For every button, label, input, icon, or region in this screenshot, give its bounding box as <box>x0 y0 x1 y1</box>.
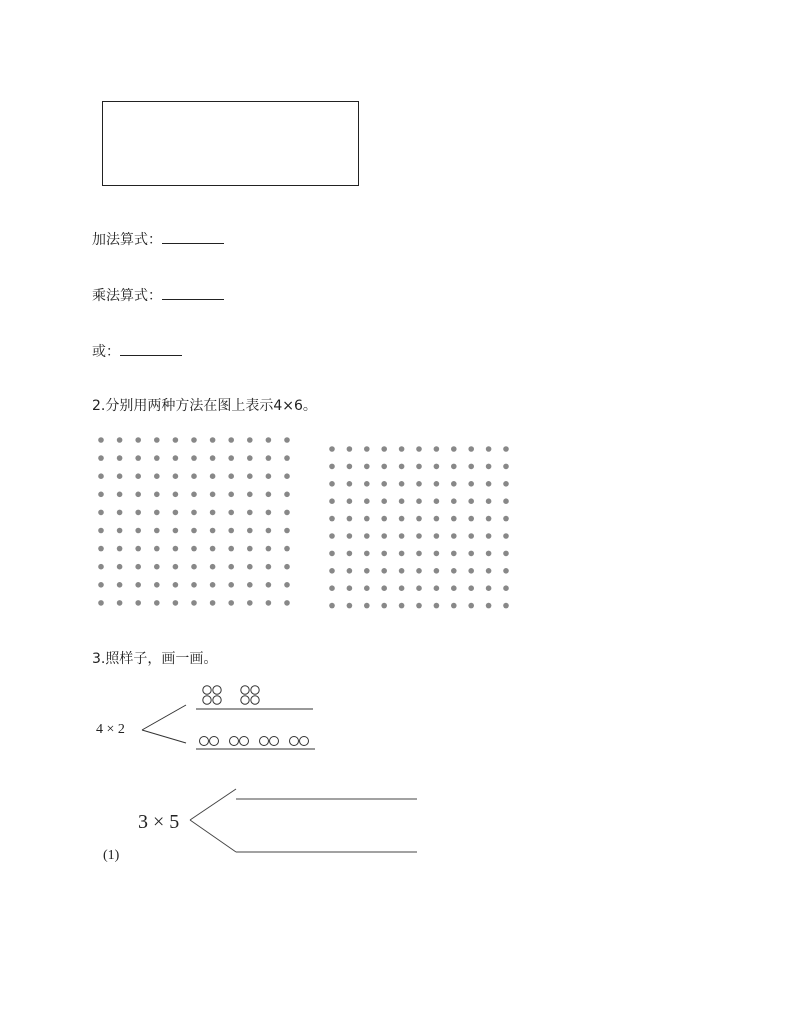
dot <box>266 546 272 552</box>
dot <box>347 446 353 452</box>
dot <box>228 473 234 479</box>
dot <box>329 498 335 504</box>
dot <box>135 510 141 516</box>
dot <box>451 533 457 539</box>
or-blank[interactable] <box>120 341 182 356</box>
dot <box>98 437 104 443</box>
dot <box>247 546 253 552</box>
dot <box>284 582 290 588</box>
dot <box>451 585 457 591</box>
dot <box>98 492 104 498</box>
dot <box>228 455 234 461</box>
dot <box>266 437 272 443</box>
dot <box>191 564 197 570</box>
dot <box>468 481 474 487</box>
dot <box>154 492 160 498</box>
dot <box>117 528 123 534</box>
dot <box>399 498 405 504</box>
dot <box>468 498 474 504</box>
dot <box>247 492 253 498</box>
dot <box>98 528 104 534</box>
dot <box>135 600 141 606</box>
dot <box>117 510 123 516</box>
dot <box>247 437 253 443</box>
dot <box>329 533 335 539</box>
dot <box>416 551 422 557</box>
dot <box>154 528 160 534</box>
dot <box>154 455 160 461</box>
dot <box>468 446 474 452</box>
dot <box>364 568 370 574</box>
dot <box>210 492 216 498</box>
dot <box>329 446 335 452</box>
multiplication-blank[interactable] <box>162 285 224 300</box>
dot <box>468 603 474 609</box>
dot-grid-left[interactable] <box>92 432 292 607</box>
dot <box>364 464 370 470</box>
dot <box>434 533 440 539</box>
dot <box>191 528 197 534</box>
dot <box>468 585 474 591</box>
dot <box>173 546 179 552</box>
dot <box>451 516 457 522</box>
dot <box>98 455 104 461</box>
dot <box>228 546 234 552</box>
dot <box>486 481 492 487</box>
dot <box>210 528 216 534</box>
dot <box>154 546 160 552</box>
dot <box>210 582 216 588</box>
dot <box>173 582 179 588</box>
dot <box>247 455 253 461</box>
dot <box>266 473 272 479</box>
dot <box>503 446 509 452</box>
or-label: 或： <box>92 344 120 360</box>
dot <box>381 498 387 504</box>
dot <box>347 464 353 470</box>
dot <box>191 437 197 443</box>
circle-group-1 <box>203 686 221 704</box>
dot <box>381 481 387 487</box>
dot <box>434 516 440 522</box>
dot <box>154 473 160 479</box>
dot <box>399 568 405 574</box>
dot <box>486 464 492 470</box>
dot <box>284 510 290 516</box>
dot <box>451 498 457 504</box>
dot <box>210 546 216 552</box>
dot <box>154 510 160 516</box>
dot <box>347 603 353 609</box>
dot <box>434 551 440 557</box>
dot <box>135 455 141 461</box>
dot <box>191 492 197 498</box>
dot <box>434 464 440 470</box>
dot <box>284 455 290 461</box>
example-branch-lower <box>142 730 186 743</box>
dot <box>399 533 405 539</box>
dot <box>228 510 234 516</box>
dot <box>117 455 123 461</box>
dot <box>154 437 160 443</box>
dot <box>364 446 370 452</box>
dot <box>98 546 104 552</box>
dot <box>210 437 216 443</box>
dot <box>364 516 370 522</box>
dot <box>416 568 422 574</box>
dot <box>117 564 123 570</box>
dot <box>173 492 179 498</box>
dot <box>416 481 422 487</box>
dot <box>381 516 387 522</box>
dot <box>416 603 422 609</box>
dot <box>191 582 197 588</box>
dot <box>503 533 509 539</box>
dot <box>266 455 272 461</box>
dot <box>247 564 253 570</box>
dot <box>416 464 422 470</box>
dot <box>503 516 509 522</box>
addition-label: 加法算式： <box>92 232 162 248</box>
exercise-branch-lower <box>190 820 236 852</box>
dot <box>191 510 197 516</box>
dot <box>228 564 234 570</box>
dot <box>329 516 335 522</box>
dot <box>486 603 492 609</box>
dot <box>416 585 422 591</box>
example-circles-lower <box>200 737 309 746</box>
dot <box>399 516 405 522</box>
dot <box>98 510 104 516</box>
dot <box>468 568 474 574</box>
dot <box>284 492 290 498</box>
example-circles-upper <box>203 686 259 704</box>
dot <box>135 564 141 570</box>
dot <box>399 446 405 452</box>
dot <box>451 551 457 557</box>
answer-box[interactable] <box>102 101 359 186</box>
dot <box>381 585 387 591</box>
dot <box>173 528 179 534</box>
dot <box>173 437 179 443</box>
dot <box>503 498 509 504</box>
dot <box>247 600 253 606</box>
multiplication-line <box>92 285 224 305</box>
dot <box>468 533 474 539</box>
dot <box>381 464 387 470</box>
circle-group-2 <box>241 686 259 704</box>
dot <box>266 564 272 570</box>
dot <box>329 481 335 487</box>
dot <box>503 481 509 487</box>
dot <box>347 533 353 539</box>
dot <box>347 481 353 487</box>
dot <box>451 446 457 452</box>
dot <box>191 473 197 479</box>
dot <box>154 564 160 570</box>
dot <box>247 510 253 516</box>
dot <box>503 464 509 470</box>
dot <box>399 464 405 470</box>
dot <box>329 464 335 470</box>
dot <box>486 498 492 504</box>
dot <box>503 568 509 574</box>
dot <box>434 585 440 591</box>
dot <box>266 582 272 588</box>
dot <box>228 600 234 606</box>
dot <box>247 582 253 588</box>
question-2: 2.分别用两种方法在图上表示4×6。 <box>92 398 317 414</box>
example-expression: 4 × 2 <box>96 722 125 737</box>
dot <box>468 516 474 522</box>
dot <box>98 582 104 588</box>
dot <box>434 603 440 609</box>
dot <box>364 533 370 539</box>
dot <box>135 546 141 552</box>
dot <box>228 582 234 588</box>
dot <box>503 551 509 557</box>
dot <box>284 437 290 443</box>
dot <box>247 473 253 479</box>
dot <box>364 585 370 591</box>
dot <box>228 528 234 534</box>
exercise-branch-upper <box>190 789 236 820</box>
dot <box>210 600 216 606</box>
dot <box>173 564 179 570</box>
dot <box>210 473 216 479</box>
dot <box>451 603 457 609</box>
dot <box>135 582 141 588</box>
dot <box>98 473 104 479</box>
dot-grid-right[interactable] <box>324 442 514 612</box>
dot <box>135 437 141 443</box>
dot <box>399 551 405 557</box>
dot <box>399 603 405 609</box>
dot <box>486 585 492 591</box>
dot <box>228 492 234 498</box>
dot <box>381 603 387 609</box>
dot <box>266 528 272 534</box>
dot <box>266 600 272 606</box>
dot <box>451 568 457 574</box>
dot <box>329 551 335 557</box>
addition-line <box>92 229 224 249</box>
dot <box>210 564 216 570</box>
dot <box>191 546 197 552</box>
dot <box>434 481 440 487</box>
dot <box>117 492 123 498</box>
exercise-diagram <box>0 780 430 860</box>
dot <box>117 437 123 443</box>
dot <box>329 585 335 591</box>
dot <box>416 446 422 452</box>
dot <box>399 585 405 591</box>
or-line <box>92 341 182 361</box>
dot <box>284 564 290 570</box>
question-3: 3.照样子，画一画。 <box>92 651 218 667</box>
dot <box>381 568 387 574</box>
dot <box>381 551 387 557</box>
dot <box>364 481 370 487</box>
dot <box>434 498 440 504</box>
dot <box>381 533 387 539</box>
exercise-number: (1) <box>103 848 120 863</box>
dot <box>486 551 492 557</box>
dot <box>173 600 179 606</box>
dot <box>191 455 197 461</box>
example-diagram <box>0 680 320 760</box>
dot <box>503 585 509 591</box>
addition-blank[interactable] <box>162 229 224 244</box>
dot <box>347 516 353 522</box>
dot <box>381 446 387 452</box>
dot <box>468 551 474 557</box>
dot <box>98 600 104 606</box>
dot <box>210 510 216 516</box>
dot <box>364 603 370 609</box>
dot <box>135 473 141 479</box>
dot <box>266 492 272 498</box>
dot <box>210 455 216 461</box>
dot <box>451 481 457 487</box>
dot <box>117 600 123 606</box>
dot <box>117 473 123 479</box>
dot <box>347 568 353 574</box>
dot <box>117 582 123 588</box>
dot <box>486 516 492 522</box>
dot <box>329 603 335 609</box>
dot <box>347 551 353 557</box>
dot <box>416 533 422 539</box>
dot <box>266 510 272 516</box>
dot <box>347 498 353 504</box>
dot <box>135 492 141 498</box>
example-branch-upper <box>142 705 186 730</box>
dot <box>284 473 290 479</box>
dot <box>364 551 370 557</box>
dot <box>98 564 104 570</box>
dot <box>284 546 290 552</box>
dot <box>486 446 492 452</box>
dot <box>117 546 123 552</box>
dot <box>347 585 353 591</box>
dot <box>173 473 179 479</box>
dot <box>468 464 474 470</box>
dot <box>191 600 197 606</box>
dot <box>399 481 405 487</box>
dot <box>486 568 492 574</box>
dot <box>451 464 457 470</box>
dot <box>284 528 290 534</box>
dot <box>503 603 509 609</box>
dot <box>135 528 141 534</box>
exercise-expression: 3 × 5 <box>138 811 180 833</box>
dot <box>154 582 160 588</box>
dot <box>329 568 335 574</box>
example-branch-lines <box>142 705 315 749</box>
dot <box>416 516 422 522</box>
dot <box>228 437 234 443</box>
dot <box>173 455 179 461</box>
dot <box>434 568 440 574</box>
multiplication-label: 乘法算式： <box>92 288 162 304</box>
dot <box>486 533 492 539</box>
dot <box>364 498 370 504</box>
dot <box>247 528 253 534</box>
dot <box>173 510 179 516</box>
dot <box>154 600 160 606</box>
dot <box>434 446 440 452</box>
dot <box>416 498 422 504</box>
dot <box>284 600 290 606</box>
